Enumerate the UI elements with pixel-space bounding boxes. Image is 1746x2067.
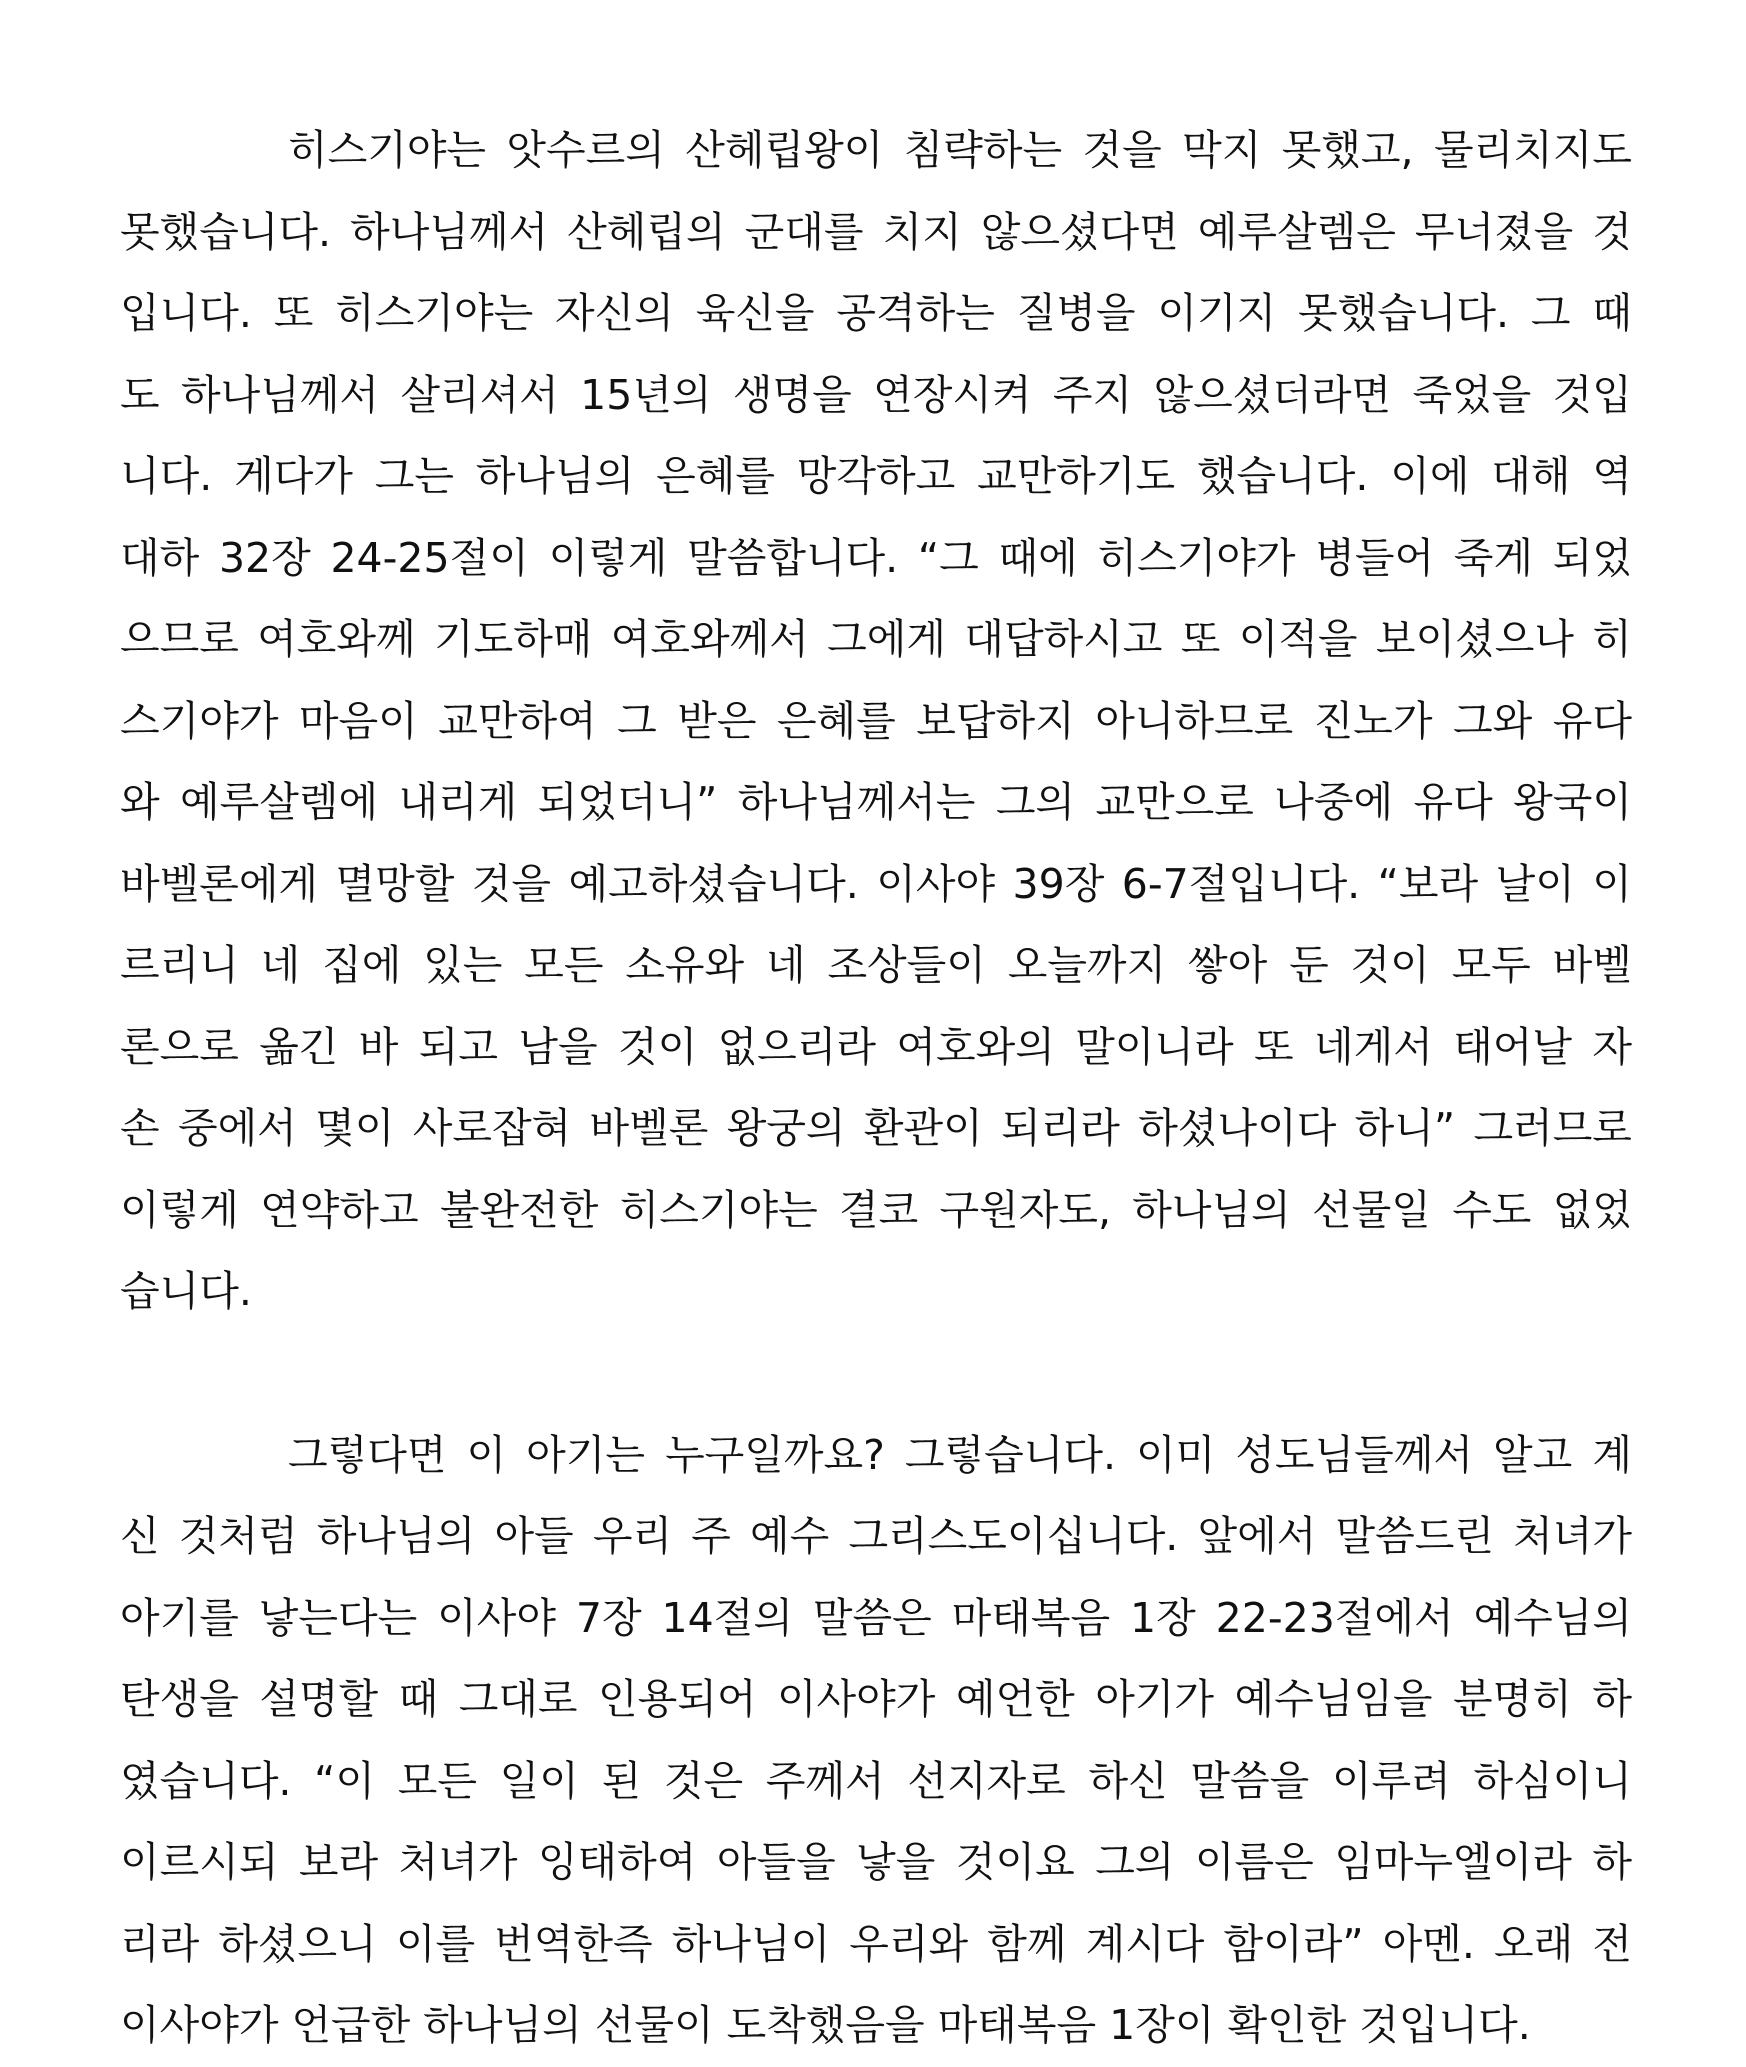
word: 와: [120, 778, 160, 826]
word: 것이: [1350, 941, 1430, 989]
word: 네: [260, 941, 301, 989]
word: 몇이: [315, 1104, 395, 1152]
word: 살리셔서: [400, 370, 559, 419]
word: 된: [601, 1756, 642, 1805]
word: 아니하므로: [1095, 696, 1294, 745]
word: 연약하고: [260, 1185, 419, 1234]
word: 날이: [1495, 859, 1575, 908]
word: 그러므로: [1473, 1104, 1632, 1152]
word: 우리와: [849, 1919, 969, 1968]
word: 으므로: [120, 615, 239, 663]
word: 이름은: [1194, 1838, 1314, 1886]
word: 남을: [518, 1022, 598, 1071]
word: 무너졌을: [1414, 207, 1574, 256]
word: 바벨론: [589, 1104, 709, 1152]
text-line: [120, 1496, 1632, 1578]
word: 전: [1592, 1919, 1632, 1968]
word: 질병을: [1016, 289, 1136, 337]
word: 예수님의: [1473, 1593, 1632, 1642]
word: 하나님의: [1132, 1185, 1291, 1234]
word: 하셨나이다: [1138, 1104, 1337, 1152]
word: 교만하기도: [977, 452, 1176, 500]
word: 오래: [1494, 1919, 1574, 1968]
word: 그의: [1095, 1838, 1175, 1886]
word: 분명히: [1453, 1675, 1572, 1723]
word: 이미: [1136, 1430, 1216, 1479]
word: 15년의: [580, 370, 712, 419]
word: 론으로: [120, 1022, 239, 1071]
word: 바: [358, 1022, 399, 1071]
word: 하신: [1088, 1756, 1168, 1805]
word: 말씀드린: [1335, 1512, 1494, 1560]
word: 그에게: [827, 615, 946, 663]
word: 않으셨다면: [980, 207, 1179, 256]
word: 못했고,: [1281, 126, 1414, 174]
word: 그의: [995, 778, 1076, 826]
word: 은혜를: [656, 452, 775, 500]
word: 니다.: [120, 452, 213, 500]
word: 보라: [298, 1838, 379, 1886]
word: 39장: [1012, 859, 1105, 908]
word: 하셨으니: [218, 1919, 377, 1968]
word: 없으리라: [717, 1022, 876, 1071]
word: 되고: [418, 1022, 498, 1071]
text-line: [120, 1904, 1632, 1986]
word: 산헤립왕이: [685, 126, 884, 174]
word: 24-25절이: [330, 533, 529, 582]
word: 예수님임을: [1234, 1675, 1433, 1723]
word: 받은: [677, 696, 757, 745]
word: 인용되어: [598, 1675, 757, 1723]
word: 손: [120, 1104, 160, 1152]
word: 이: [466, 1430, 507, 1479]
word: 왕궁의: [726, 1104, 846, 1152]
word: 되었더니”: [537, 778, 718, 826]
word: 대해: [1491, 452, 1571, 500]
word: 이사야: [437, 1593, 556, 1642]
word: 물리치지도: [1433, 126, 1632, 174]
word: 하나님의: [316, 1512, 476, 1560]
word: 모두: [1451, 941, 1531, 989]
text-line: [120, 273, 1632, 355]
text-line: [120, 1007, 1632, 1089]
word: 아들: [494, 1512, 574, 1560]
word: 멸망할: [335, 859, 455, 908]
word: 산헤립의: [567, 207, 726, 256]
word: 그리스도이십니다.: [848, 1512, 1179, 1560]
word: “그: [917, 533, 979, 582]
word: 연장시켜: [873, 370, 1032, 419]
word: 육신을: [695, 289, 815, 337]
word: 때: [398, 1675, 439, 1723]
word: 것을: [1082, 126, 1162, 174]
word: 마음이: [298, 696, 418, 745]
word: 탄생을: [120, 1675, 239, 1723]
word: 말씀을: [1190, 1756, 1310, 1805]
word: 자신의: [555, 289, 674, 337]
word: 알고: [1493, 1430, 1573, 1479]
text-line: [120, 192, 1632, 274]
word: 그: [1530, 289, 1571, 337]
text-line: [120, 1659, 1632, 1741]
word: 신: [120, 1512, 160, 1560]
word: 나중에: [1274, 778, 1394, 826]
word: 하: [1592, 1838, 1632, 1886]
text-line: [120, 355, 1632, 437]
word: 유다: [1413, 778, 1493, 826]
text-line: [120, 681, 1632, 763]
word: 대답하시고: [964, 615, 1163, 663]
word: “보라: [1377, 859, 1479, 908]
word: 또: [273, 289, 314, 337]
word: 그는: [374, 452, 454, 500]
word: 것이요: [955, 1838, 1075, 1886]
word: 함께: [987, 1919, 1067, 1968]
word: 여호와께: [257, 615, 416, 663]
word: 이: [1592, 859, 1632, 908]
word: 자: [1592, 1022, 1632, 1071]
word: 계시다: [1085, 1919, 1205, 1968]
word: 도: [120, 370, 160, 419]
word: 구원자도,: [939, 1185, 1111, 1234]
word: 처녀가: [398, 1838, 518, 1886]
word: 죽게: [1453, 533, 1534, 582]
word: 모든: [524, 941, 604, 989]
word: 주께서: [765, 1756, 885, 1805]
word: 하나님의: [475, 452, 635, 500]
text-line: [120, 518, 1632, 600]
word: 32장: [218, 533, 311, 582]
word: 히스기야는: [619, 1185, 818, 1234]
text-line: [120, 1741, 1632, 1823]
word: 역: [1592, 452, 1632, 500]
word: 임마누엘이라: [1334, 1838, 1572, 1886]
word: 것을: [471, 859, 552, 908]
word: 선물일: [1312, 1185, 1431, 1234]
word: 히스기야가: [1097, 533, 1296, 582]
word: 아기가: [1095, 1675, 1215, 1723]
text-line: [120, 1415, 1632, 1497]
word: 아멘.: [1382, 1919, 1475, 1968]
word: 이적을: [1238, 615, 1358, 663]
text-line: [120, 1822, 1632, 1904]
word: 못했습니다.: [1298, 289, 1510, 337]
word: 하나님께서는: [737, 778, 976, 826]
word: 하: [1592, 1675, 1632, 1723]
word: 유다: [1552, 696, 1632, 745]
word: 아기를: [120, 1593, 239, 1642]
word: 있는: [423, 941, 503, 989]
word: 아기는: [526, 1430, 645, 1479]
word: 네게서: [1313, 1022, 1433, 1071]
text-line: 이사야가 언급한 하나님의 선물이 도착했음을 마태복음 1장이 확인한 것입니다.: [120, 2001, 1531, 2049]
word: 낳을: [856, 1838, 936, 1886]
text-line: [120, 436, 1632, 518]
word: 바벨론에게: [120, 859, 319, 908]
word: 결코: [838, 1185, 919, 1234]
word: 예루살렘은: [1197, 207, 1396, 256]
text-line: [120, 110, 1632, 192]
word: 옮긴: [259, 1022, 339, 1071]
word: 함이라”: [1223, 1919, 1364, 1968]
word: 이렇게: [548, 533, 668, 582]
word: 막지: [1182, 126, 1262, 174]
word: 성도님들께서: [1235, 1430, 1473, 1479]
document-page: [120, 110, 1632, 2067]
word: 이기지: [1157, 289, 1277, 337]
word: 되었: [1552, 533, 1632, 582]
paragraph-spacer: [120, 1333, 1632, 1415]
word: 되리라: [1001, 1104, 1120, 1152]
word: 진노가: [1313, 696, 1433, 745]
word: 하나님께서: [180, 370, 379, 419]
word: 하나님께서: [350, 207, 549, 256]
word: 게다가: [234, 452, 353, 500]
word: 히스기야는: [335, 289, 534, 337]
word: 르리니: [120, 941, 239, 989]
word: 였습니다.: [120, 1756, 292, 1805]
word: 이사야: [876, 859, 996, 908]
word: 이사야가: [776, 1675, 936, 1723]
word: 아들을: [716, 1838, 836, 1886]
word: 왕국이: [1513, 778, 1632, 826]
word: 환관이: [863, 1104, 983, 1152]
word: 했습니다.: [1196, 452, 1369, 500]
word: 않으셨더라면: [1153, 370, 1392, 419]
word: 우리: [592, 1512, 673, 1560]
word: 이루려: [1331, 1756, 1451, 1805]
text-line: [120, 1578, 1632, 1660]
word: 1장: [1130, 1593, 1196, 1642]
word: 선지자로: [907, 1756, 1066, 1805]
word: 예고하셨습니다.: [568, 859, 859, 908]
word: 망각하고: [796, 452, 956, 500]
word: 이르시되: [120, 1838, 279, 1886]
word: 예루살렘에: [180, 778, 379, 826]
word: 것입: [1552, 370, 1632, 419]
word: 리라: [120, 1919, 200, 1968]
text-line: [120, 762, 1632, 844]
word: 둔: [1289, 941, 1329, 989]
paragraph-hezekiah: [120, 110, 1632, 1333]
word: 교만으로: [1095, 778, 1254, 826]
word: 하나님이: [671, 1919, 831, 1968]
word: 집에: [322, 941, 402, 989]
word: 없었: [1552, 1185, 1632, 1234]
word: 입니다.: [120, 289, 252, 337]
word: “이: [314, 1756, 376, 1805]
word: 보이셨으나: [1375, 615, 1574, 663]
word: 6-7절입니다.: [1121, 859, 1361, 908]
word: 이렇게: [120, 1185, 239, 1234]
text-line: [120, 925, 1632, 1007]
word: 이에: [1390, 452, 1470, 500]
word: 은혜를: [776, 696, 896, 745]
word: 보답하지: [916, 696, 1075, 745]
word: 앗수르의: [506, 126, 665, 174]
word: 병들어: [1315, 533, 1435, 582]
word: 불완전한: [439, 1185, 599, 1234]
word: 설명할: [259, 1675, 379, 1723]
word: 군대를: [744, 207, 864, 256]
word: 또: [1254, 1022, 1294, 1071]
word: 것이: [617, 1022, 698, 1071]
word: 처녀가: [1513, 1512, 1632, 1560]
word: 사로잡혀: [412, 1104, 572, 1152]
word: 대하: [120, 533, 200, 582]
word: 기도하매: [433, 615, 593, 663]
word: 치지: [882, 207, 962, 256]
word: 오늘까지: [1007, 941, 1167, 989]
word: 태어날: [1453, 1022, 1573, 1071]
word: 중에서: [177, 1104, 297, 1152]
word: 예수: [750, 1512, 830, 1560]
word: 쌓아: [1188, 941, 1268, 989]
text-line: [120, 1088, 1632, 1170]
text-line: 습니다.: [120, 1267, 252, 1315]
word: 때에: [998, 533, 1078, 582]
word: 생명을: [732, 370, 852, 419]
word: 바벨: [1552, 941, 1632, 989]
word: 일이: [499, 1756, 579, 1805]
word: 말씀합니다.: [687, 533, 899, 582]
word: 공격하는: [836, 289, 995, 337]
word: 22-23절에서: [1215, 1593, 1454, 1642]
word: 조상들이: [827, 941, 986, 989]
word: 소유와: [625, 941, 745, 989]
word: 그렇습니다.: [904, 1430, 1116, 1479]
text-line: [120, 844, 1632, 926]
word: 것: [1592, 207, 1632, 256]
word: 그: [617, 696, 657, 745]
word: 잉태하여: [537, 1838, 697, 1886]
word: 하심이니: [1473, 1756, 1632, 1805]
word: 그렇다면: [288, 1430, 447, 1479]
word: 마태복음: [951, 1593, 1111, 1642]
word: 것처럼: [178, 1512, 298, 1560]
word: 누구일까요?: [665, 1430, 885, 1479]
word: 여호와께서: [610, 615, 809, 663]
word: 히: [1592, 615, 1632, 663]
word: 스기야가: [120, 696, 279, 745]
word: 죽었을: [1412, 370, 1532, 419]
word: 예언한: [955, 1675, 1075, 1723]
word: 모든: [397, 1756, 477, 1805]
word: 히스기야는: [288, 126, 487, 174]
word: 계: [1592, 1430, 1632, 1479]
text-line: [120, 1170, 1632, 1252]
word: 앞에서: [1197, 1512, 1317, 1560]
word: 번역한즉: [494, 1919, 653, 1968]
word: 침략하는: [903, 126, 1063, 174]
word: 때: [1592, 289, 1632, 337]
word: 주지: [1052, 370, 1133, 419]
word: 하니”: [1354, 1104, 1456, 1152]
word: 네: [765, 941, 806, 989]
word: 말이니라: [1075, 1022, 1234, 1071]
word: 못했습니다.: [120, 207, 332, 256]
word: 14절의: [661, 1593, 793, 1642]
word: 것은: [663, 1756, 744, 1805]
word: 또: [1180, 615, 1221, 663]
word: 내리게: [398, 778, 518, 826]
word: 이를: [395, 1919, 476, 1968]
word: 주: [691, 1512, 731, 1560]
word: 여호와의: [896, 1022, 1055, 1071]
word: 그대로: [458, 1675, 578, 1723]
text-line: [120, 599, 1632, 681]
word: 낳는다는: [258, 1593, 418, 1642]
word: 말씀은: [812, 1593, 932, 1642]
word: 수도: [1452, 1185, 1532, 1234]
word: 7장: [575, 1593, 642, 1642]
word: 그와: [1453, 696, 1533, 745]
word: 교만하여: [438, 696, 597, 745]
